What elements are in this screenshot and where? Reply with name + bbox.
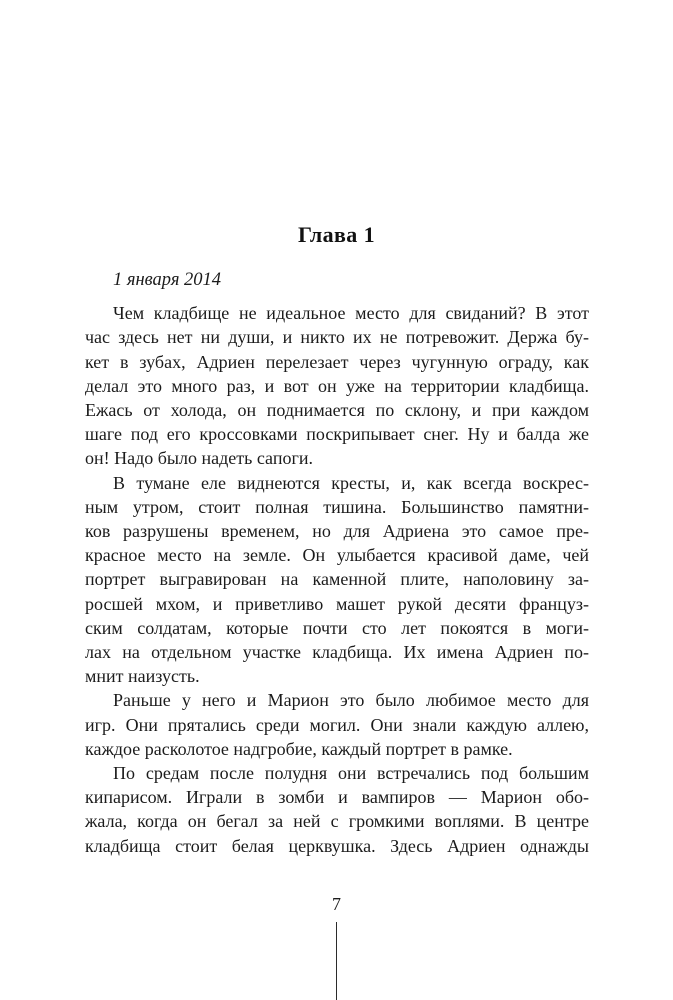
text-line: ным утром, стоит полная тишина. Большинство памятни- xyxy=(85,496,589,517)
text-line: он! Надо было надеть сапоги. xyxy=(85,448,313,469)
text-line: ским солдатам, которые почти сто лет покоятся в моги- xyxy=(85,617,589,638)
text-line: мнит наизусть. xyxy=(85,666,200,687)
body-text xyxy=(85,268,589,858)
text-line: кет в зубах, Адриен перелезает через чугунную ограду, как xyxy=(85,351,589,372)
paragraph xyxy=(85,301,589,470)
date-line: 1 января 2014 xyxy=(113,270,222,290)
text-line: ков разрушены временем, но для Адриена это самое пре- xyxy=(85,521,589,542)
text-line: час здесь нет ни души, и никто их не потревожит. Держа бу- xyxy=(85,327,589,348)
footer-rule xyxy=(336,922,337,1000)
text-line: делал это много раз, и вот он уже на территории кладбища. xyxy=(85,375,589,396)
paragraph xyxy=(85,688,589,761)
text-line: Раньше у него и Марион это было любимое место для xyxy=(113,690,589,711)
text-line: лах на отдельном участке кладбища. Их имена Адриен по- xyxy=(85,642,589,663)
text-line: портрет выгравирован на каменной плите, наполовину за- xyxy=(85,569,589,590)
text-line: игр. Они прятались среди могил. Они знали каждую аллею, xyxy=(85,714,589,735)
text-line: росшей мхом, и приветливо машет рукой десяти француз- xyxy=(85,593,589,614)
text-line: В тумане еле виднеются кресты, и, как всегда воскрес- xyxy=(113,472,589,493)
text-line: По средам после полудня они встречались под большим xyxy=(113,763,589,784)
text-line: кипарисом. Играли в зомби и вампиров — Марион обо- xyxy=(85,787,589,808)
text-line: жала, когда он бегал за ней с громкими воплями. В центре xyxy=(85,811,589,832)
page-number: 7 xyxy=(332,894,341,914)
paragraph xyxy=(85,471,589,689)
text-line: шаге под его кроссовками поскрипывает снег. Ну и балда же xyxy=(85,424,589,445)
text-line: Ежась от холода, он поднимается по склону, и при каждом xyxy=(85,400,589,421)
text-line: кладбища стоит белая церквушка. Здесь Адриен однажды xyxy=(85,835,589,856)
text-line: каждое расколотое надгробие, каждый портрет в рамке. xyxy=(85,738,513,759)
chapter-title: Глава 1 xyxy=(297,222,376,247)
text-line: красное место на земле. Он улыбается красивой даме, чей xyxy=(85,545,589,566)
text-line: Чем кладбище не идеальное место для свиданий? В этот xyxy=(113,303,589,324)
paragraph xyxy=(85,761,589,858)
